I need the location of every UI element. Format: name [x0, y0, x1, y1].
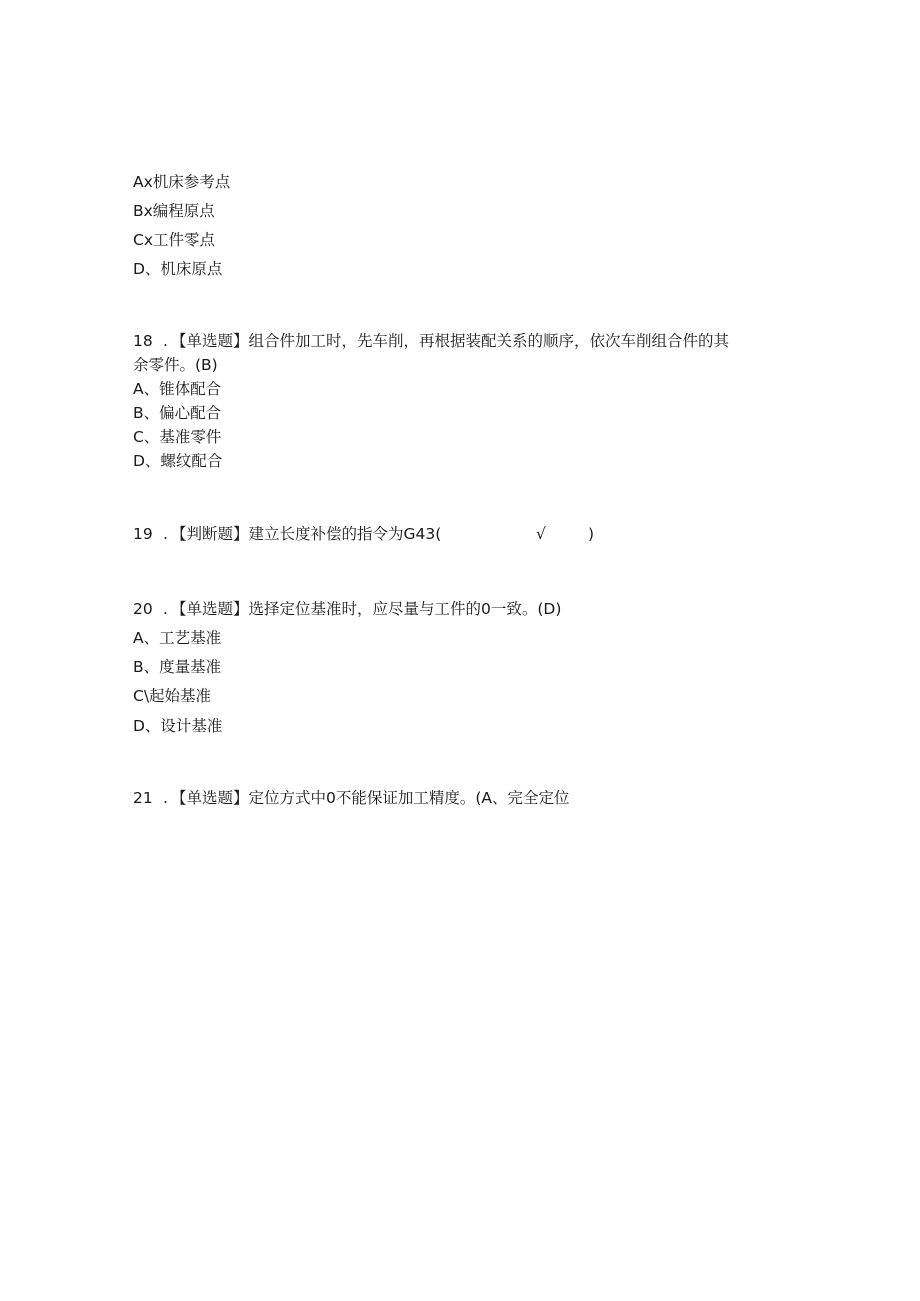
- q18-option-a: A、锥体配合: [133, 380, 222, 398]
- q19-number: 19: [133, 525, 153, 543]
- q20-option-c: C\起始基准: [133, 687, 212, 705]
- q19-close-paren: ): [588, 525, 595, 543]
- q18-text-line2: 余零件。(B): [133, 356, 218, 374]
- q21-text: 【单选题】定位方式中0不能保证加工精度。(A、完全定位: [171, 789, 570, 807]
- q20-option-a: A、工艺基准: [133, 629, 222, 647]
- q17-option-b: Bx编程原点: [133, 202, 215, 220]
- q21-dot: .: [163, 789, 168, 807]
- q20-number: 20: [133, 600, 153, 618]
- q20-option-b: B、度量基准: [133, 658, 222, 676]
- q18-option-c: C、基准零件: [133, 428, 222, 446]
- q17-option-c: Cx工件零点: [133, 231, 215, 249]
- q18-number: 18: [133, 332, 153, 350]
- q18-dot: .: [163, 332, 168, 350]
- q20-question: [133, 599, 561, 619]
- q17-option-d: D、机床原点: [133, 260, 223, 278]
- q20-text: 【单选题】选择定位基准时，应尽量与工件的0一致。(D): [171, 600, 562, 618]
- q21-number: 21: [133, 789, 153, 807]
- q20-option-d: D、设计基准: [133, 717, 223, 735]
- q19-dot: .: [163, 525, 168, 543]
- q19-text: 【判断题】建立长度补偿的指令为G43(: [171, 525, 442, 543]
- q21-question: [133, 788, 570, 808]
- q18-option-b: B、偏心配合: [133, 404, 222, 422]
- q18-option-d: D、螺纹配合: [133, 452, 223, 470]
- q20-dot: .: [163, 600, 168, 618]
- q19-question: [133, 524, 441, 544]
- q18-question: [133, 331, 729, 351]
- q19-answer-mark: √: [536, 525, 546, 543]
- q17-option-a: Ax机床参考点: [133, 173, 231, 191]
- q18-text-line1: 【单选题】组合件加工时，先车削，再根据装配关系的顺序，依次车削组合件的其: [171, 332, 730, 350]
